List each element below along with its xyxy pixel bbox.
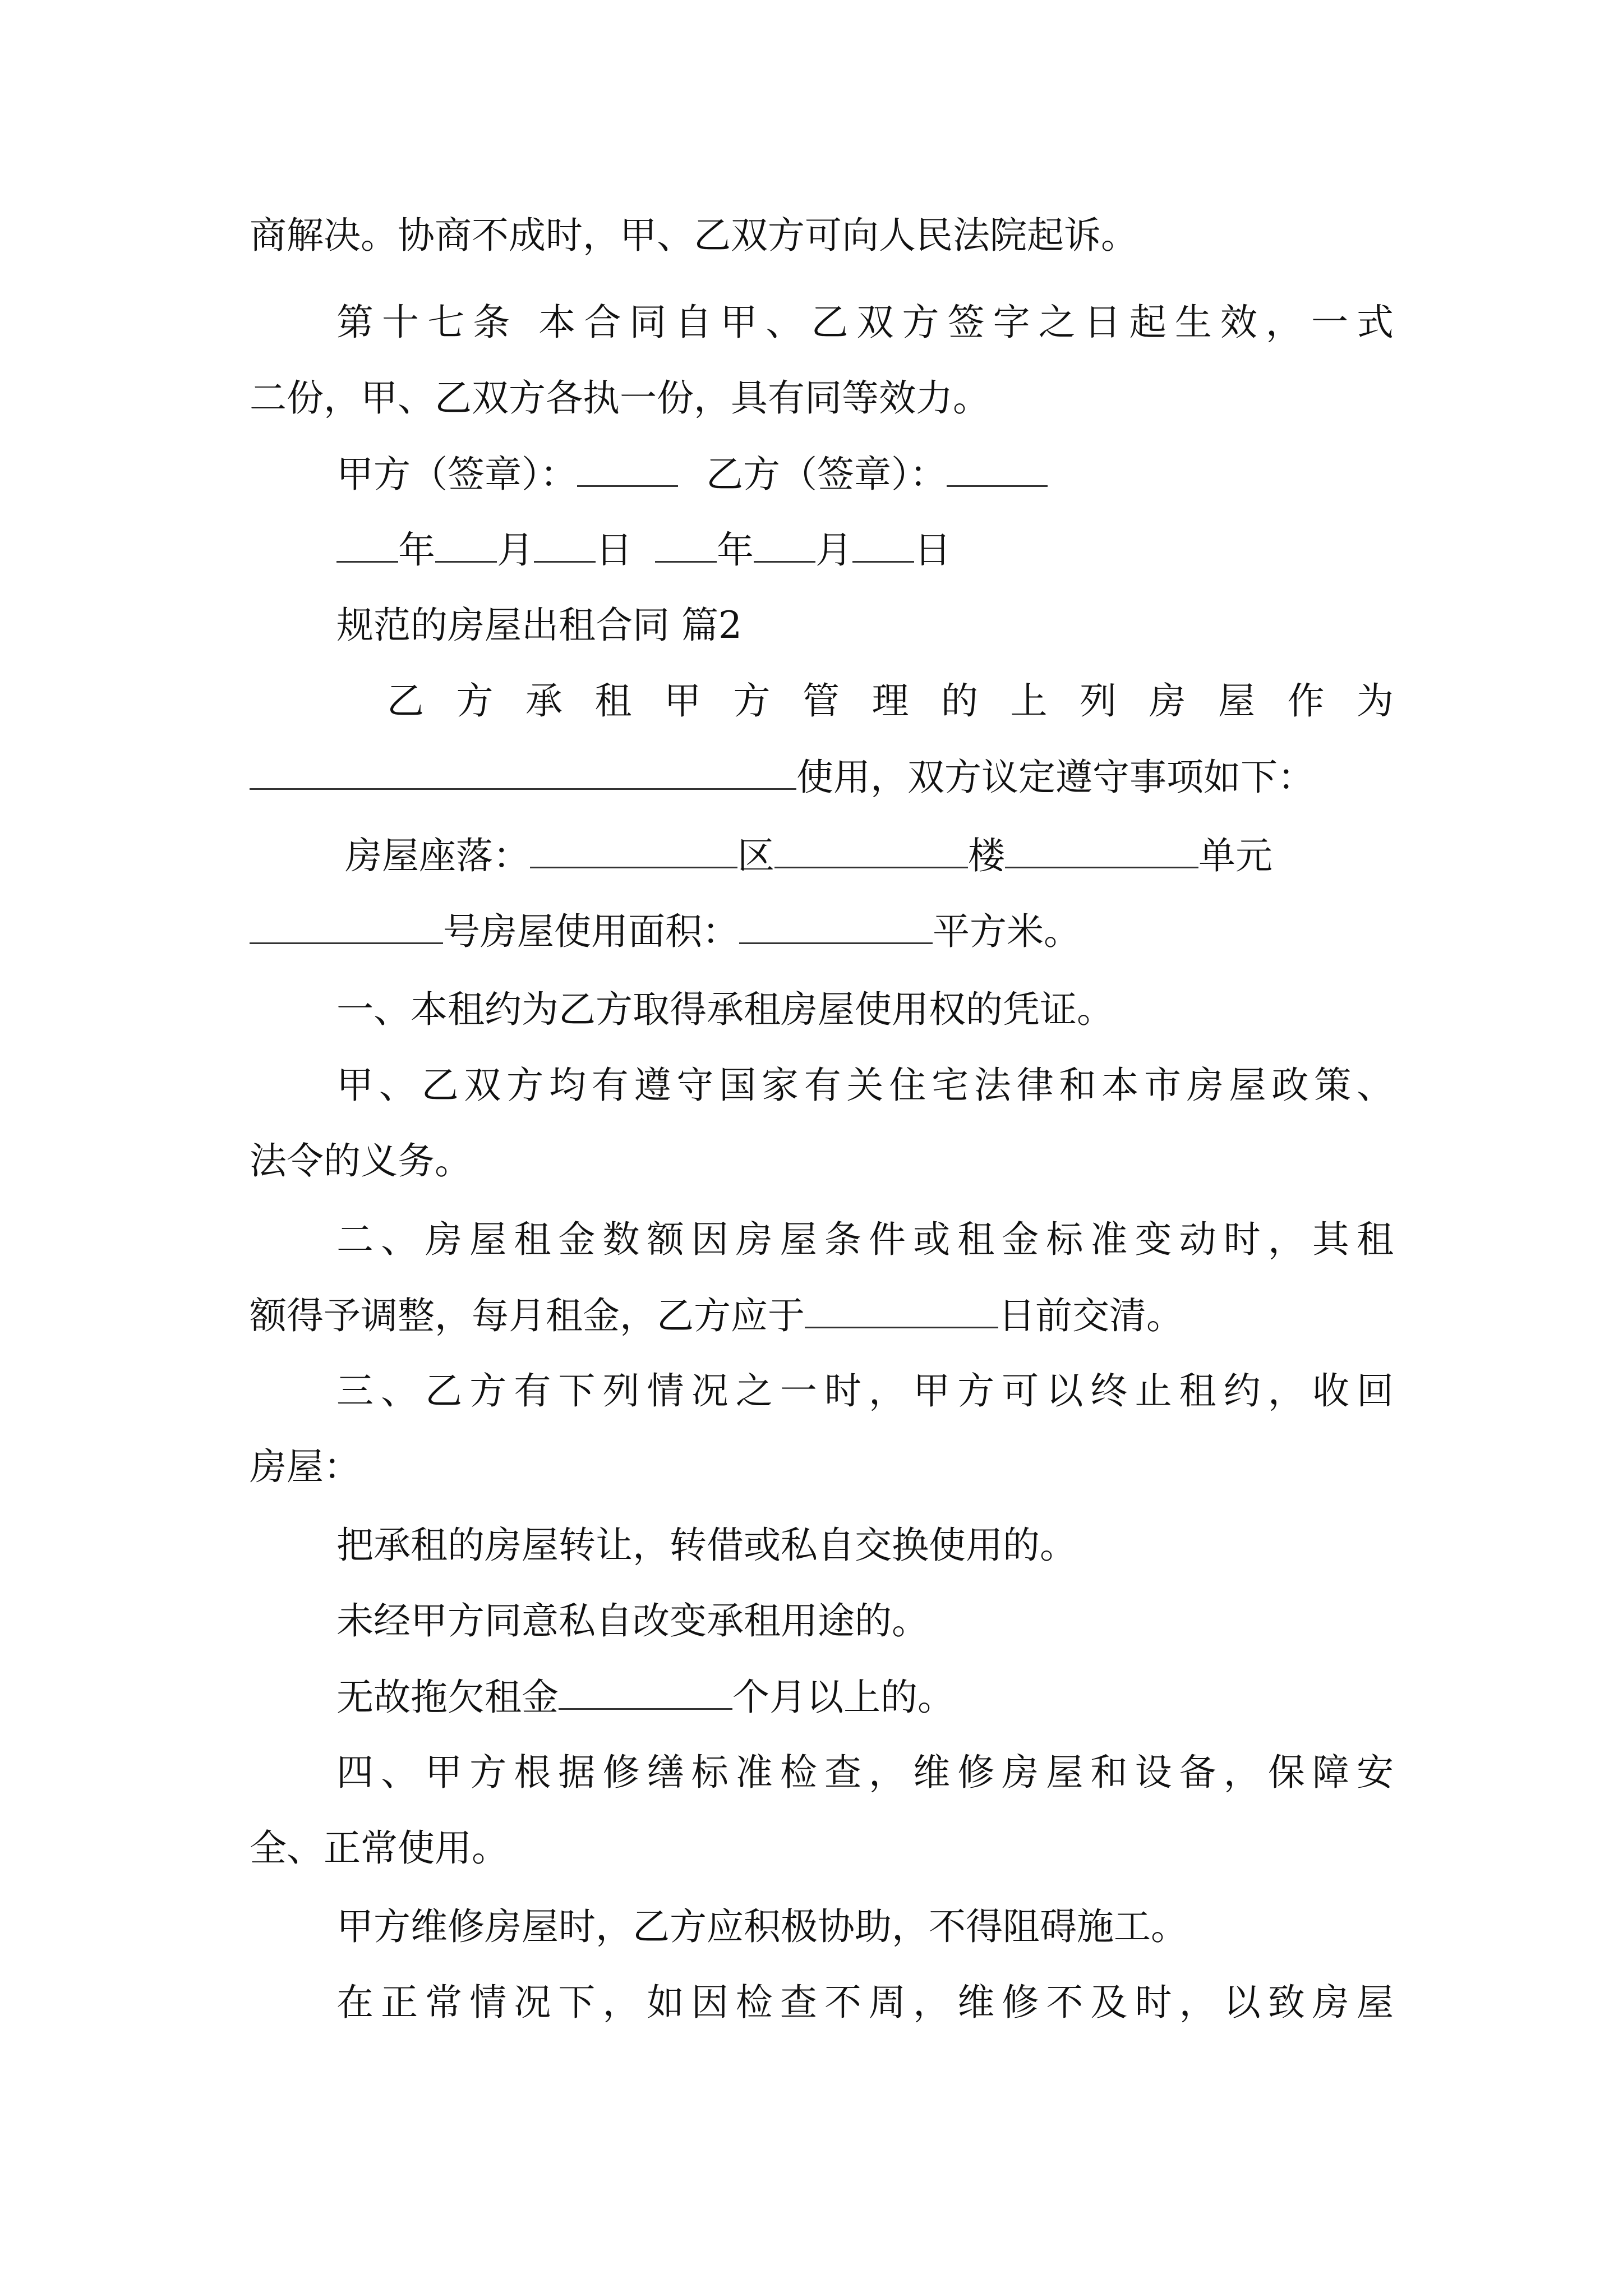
text-line [387,679,1394,724]
text-span: 个月以上的。 [732,1676,955,1719]
text-span: 二份，甲、乙双方各执一份，具有同等效力。 [250,376,990,420]
unit-label: 单元 [1198,834,1272,877]
text-line [250,754,1394,800]
building-blank [774,833,968,868]
text-line [250,213,1394,258]
month-label: 月 [815,528,852,572]
month-blank [754,527,815,563]
text-line [336,1904,1394,1949]
text-span: 甲、乙双方均有遵守国家有关住宅法律和本市房屋政策、 [336,1064,1394,1107]
year-label: 年 [717,528,754,572]
text-span: 四、甲方根据修缮标准检查，维修房屋和设备，保障安 [336,1751,1394,1794]
text-span: 商解决。协商不成时，甲、乙双方可向人民法院起诉。 [250,214,1138,257]
party-a-seal-label: 甲方（签章）： [336,453,577,496]
text-span: 未经甲方同意私自改变承租用途的。 [336,1599,929,1642]
month-label: 月 [497,528,534,572]
text-span: 法令的义务。 [250,1139,472,1182]
text-line [336,1369,1394,1414]
room-number-blank [250,909,443,944]
text-span: 使用，双方议定遵守事项如下： [796,756,1315,799]
text-line [250,376,1394,421]
usage-blank [250,754,796,790]
day-label: 日 [596,528,633,572]
text-span: 三、乙方有下列情况之一时，甲方可以终止租约，收回 [336,1369,1394,1412]
section-heading [336,603,1394,648]
text-span: 第十七条 本合同自甲、乙双方签字之日起生效，一式 [336,301,1394,344]
day-label: 日 [914,528,951,572]
district-label: 区 [737,834,774,877]
location-label: 房屋座落： [345,834,530,877]
text-span: 房屋： [250,1445,361,1488]
text-span: 日前交清。 [998,1294,1183,1337]
text-span: 把承租的房屋转让，转借或私自交换使用的。 [336,1524,1077,1567]
arrears-months-blank [559,1674,732,1710]
area-unit: 平方米。 [933,910,1081,953]
text-line [250,1826,1394,1871]
building-label: 楼 [968,834,1005,877]
address-line [345,833,1394,878]
text-span: 一、本租约为乙方取得承租房屋使用权的凭证。 [336,988,1114,1031]
text-span: 无故拖欠租金 [336,1676,559,1719]
text-span: 乙方承租甲方管理的上列房屋作为 [387,679,1394,723]
text-line [336,1599,1394,1644]
text-line [336,1523,1394,1568]
day-blank [852,527,914,563]
text-line [336,1063,1394,1108]
year-blank [336,527,398,563]
party-a-seal-blank [577,452,678,487]
text-span: 额得予调整，每月租金，乙方应于 [250,1294,805,1337]
text-span: 二、房屋租金数额因房屋条件或租金标准变动时，其租 [336,1218,1394,1261]
text-span: 在正常情况下，如因检查不周，维修不及时，以致房屋 [336,1981,1394,2024]
text-line [336,1217,1394,1262]
text-line [250,1293,1394,1338]
area-blank [739,909,933,944]
area-line [250,909,1394,954]
party-b-seal-label: 乙方（签章）： [706,453,947,496]
district-blank [530,833,737,868]
payment-day-blank [805,1293,998,1328]
text-line [250,1444,1394,1489]
text-line [250,1139,1394,1184]
text-span: 甲方维修房屋时，乙方应积极协助，不得阻碍施工。 [336,1905,1188,1948]
text-line [336,1674,1394,1720]
day-blank [534,527,596,563]
signature-line [336,452,1394,497]
text-line [336,987,1394,1032]
text-line [336,300,1394,345]
year-label: 年 [398,528,435,572]
unit-blank [1005,833,1198,868]
month-blank [435,527,497,563]
text-span: 全、正常使用。 [250,1826,509,1870]
area-label: 号房屋使用面积： [443,910,739,953]
text-line [336,1980,1394,2025]
year-blank [655,527,717,563]
text-line [336,1750,1394,1795]
date-line [336,527,1394,573]
party-b-seal-blank [947,452,1048,487]
section-heading-text: 规范的房屋出租合同 篇2 [336,604,742,647]
